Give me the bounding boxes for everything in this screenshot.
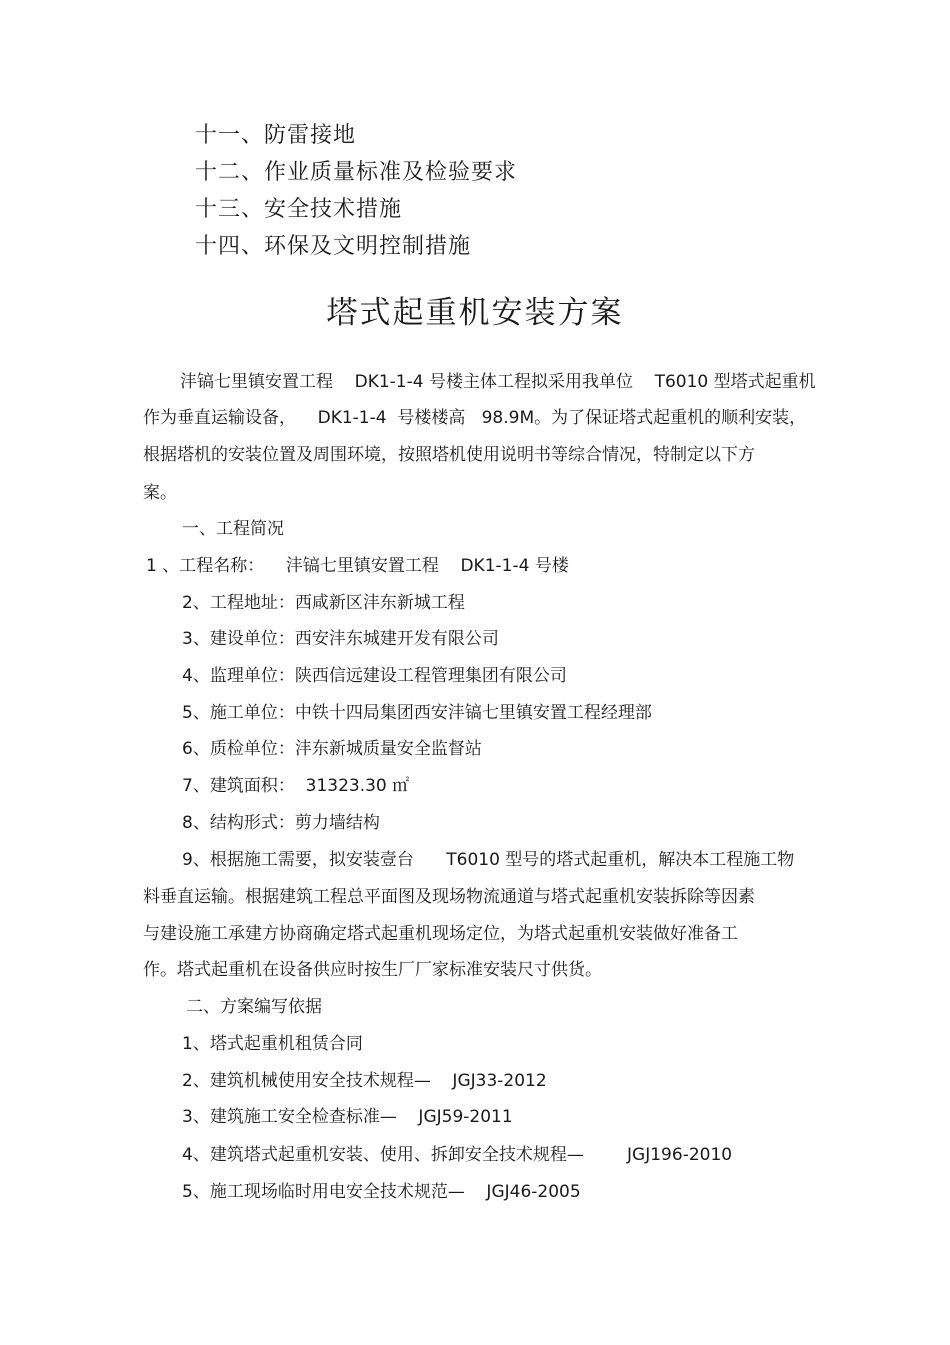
list-item: 3、建筑施工安全检查标准— JGJ59-2011: [182, 1107, 513, 1127]
list-item: 4、监理单位：陕西信远建设工程管理集团有限公司: [182, 666, 567, 686]
paragraph-line: 作。塔式起重机在设备供应时按生厂厂家标准安装尺寸供货。: [143, 960, 602, 980]
toc-item: 十三、安全技术措施: [195, 197, 403, 222]
list-item: 1 、工程名称： 沣镐七里镇安置工程 DK1-1-4 号楼: [146, 556, 569, 576]
intro-line: 沣镐七里镇安置工程 DK1-1-4 号楼主体工程拟采用我单位 T6010 型塔式起重机: [180, 372, 816, 392]
list-item: 5、施工单位：中铁十四局集团西安沣镐七里镇安置工程经理部: [182, 703, 652, 723]
section-heading: 一、工程简况: [182, 519, 284, 539]
list-item: 2、工程地址：西咸新区沣东新城工程: [182, 593, 465, 613]
intro-line: 根据塔机的安装位置及周围环境，按照塔机使用说明书等综合情况，特制定以下方: [143, 445, 755, 465]
document-title: 塔式起重机安装方案: [326, 295, 624, 331]
list-item: 7、建筑面积： 31323.30 ㎡: [182, 776, 410, 796]
list-item: 2、建筑机械使用安全技术规程— JGJ33-2012: [182, 1071, 547, 1091]
section-heading: 二、方案编写依据: [186, 997, 322, 1017]
list-item: 4、建筑塔式起重机安装、使用、拆卸安全技术规程— JGJ196-2010: [182, 1145, 733, 1165]
paragraph-line: 料垂直运输。根据建筑工程总平面图及现场物流通道与塔式起重机安装拆除等因素: [143, 887, 755, 907]
list-item: 6、质检单位：沣东新城质量安全监督站: [182, 739, 482, 759]
toc-item: 十四、环保及文明控制措施: [195, 234, 472, 259]
list-item: 1、塔式起重机租赁合同: [182, 1034, 363, 1054]
list-item: 5、施工现场临时用电安全技术规范— JGJ46-2005: [182, 1182, 581, 1202]
list-item: 8、结构形式：剪力墙结构: [182, 813, 380, 833]
intro-line: 作为垂直运输设备， DK1-1-4 号楼楼高 98.9M。为了保证塔式起重机的顺利安装，: [143, 408, 807, 428]
toc-item: 十一、防雷接地: [195, 123, 357, 148]
list-item: 3、建设单位：西安沣东城建开发有限公司: [182, 629, 499, 649]
toc-item: 十二、作业质量标准及检验要求: [195, 160, 518, 185]
paragraph-line: 与建设施工承建方协商确定塔式起重机现场定位，为塔式起重机安装做好准备工: [143, 924, 738, 944]
intro-line: 案。: [143, 483, 177, 503]
paragraph-line: 9、根据施工需要，拟安装壹台 T6010 型号的塔式起重机，解决本工程施工物: [182, 850, 795, 870]
